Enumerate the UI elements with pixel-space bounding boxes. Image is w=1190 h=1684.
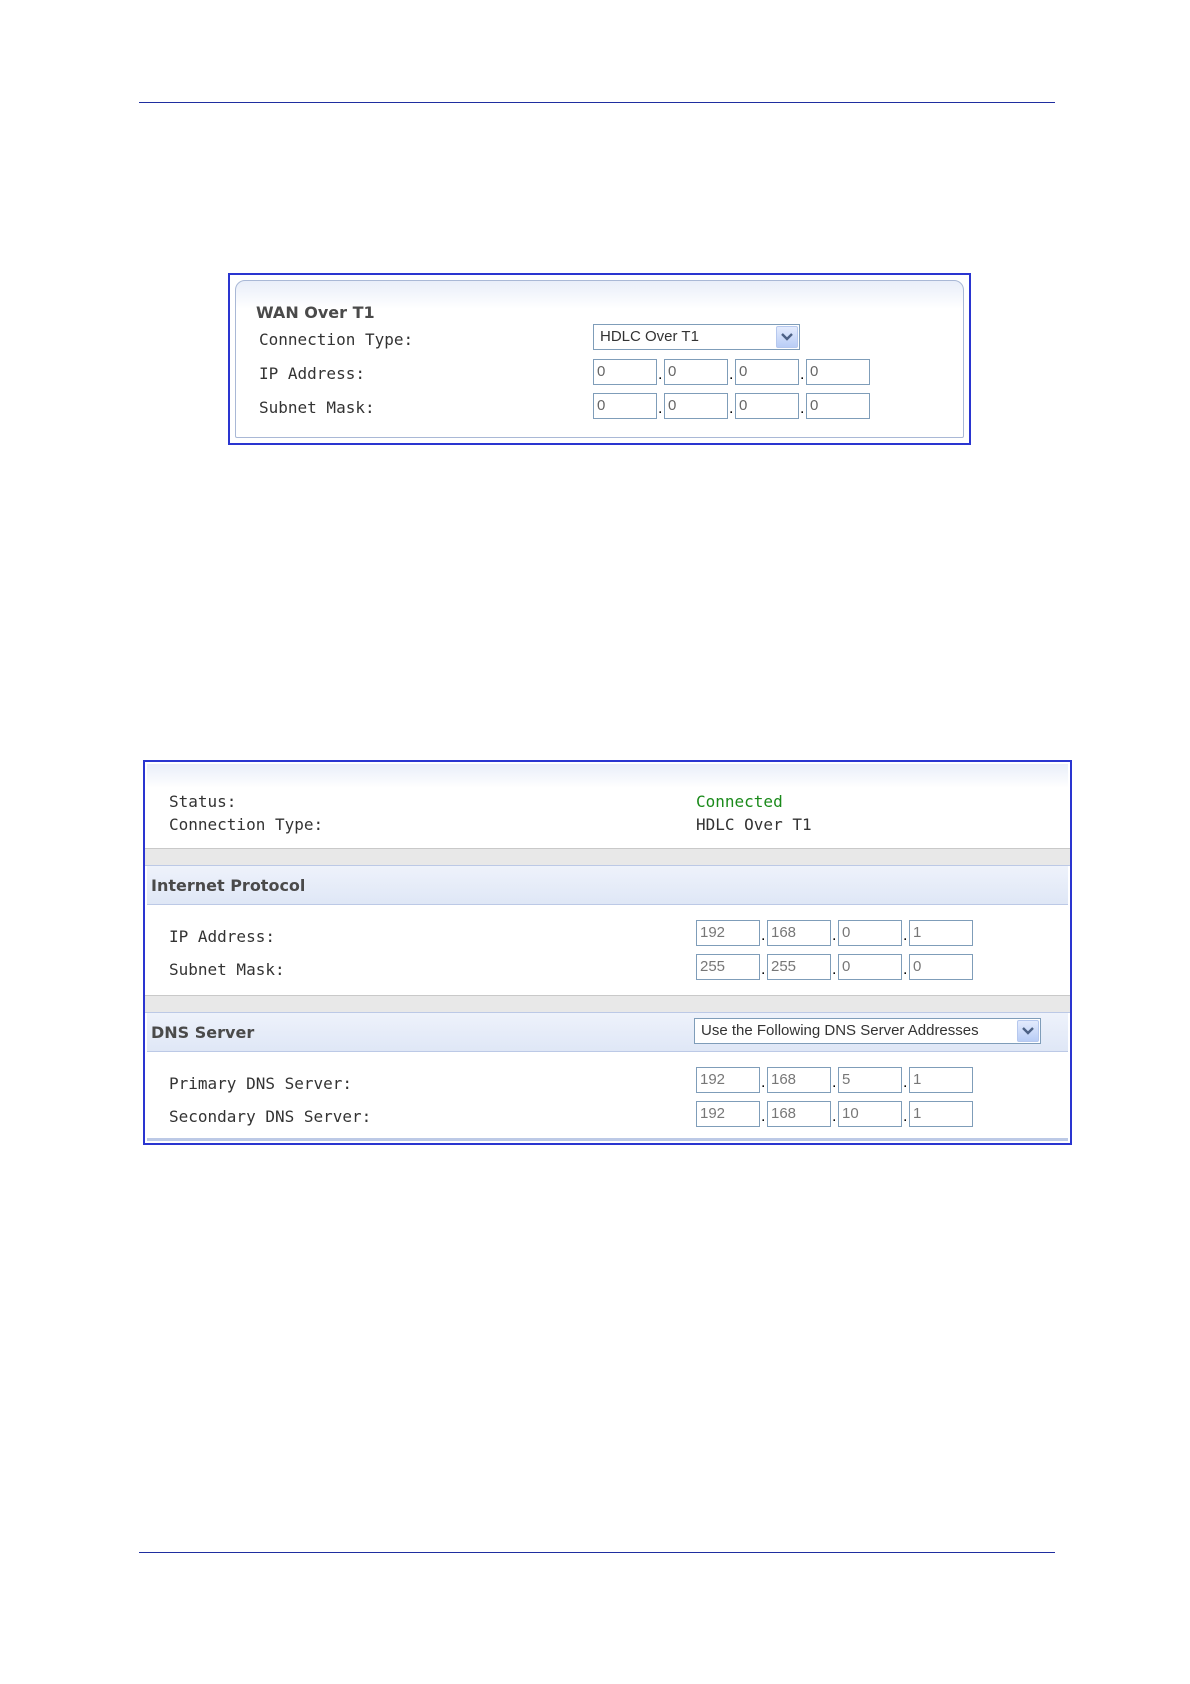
connection-type-label: Connection Type: xyxy=(169,815,324,834)
mask-octet-4[interactable]: 0 xyxy=(806,393,870,419)
mask-octet-2[interactable]: 255 xyxy=(767,954,831,980)
section-title-dns-server: DNS Server xyxy=(151,1023,255,1042)
ip-address-label: IP Address: xyxy=(259,364,365,383)
dns-mode-selected-value: Use the Following DNS Server Addresses xyxy=(701,1022,979,1039)
mask-octet-3[interactable]: 0 xyxy=(838,954,902,980)
mask-octet-1[interactable]: 0 xyxy=(593,393,657,419)
ip-octet-3[interactable]: 0 xyxy=(838,920,902,946)
primary-dns-octet-3[interactable]: 5 xyxy=(838,1067,902,1093)
secondary-dns-label: Secondary DNS Server: xyxy=(169,1107,372,1126)
section-title-internet-protocol: Internet Protocol xyxy=(151,876,306,895)
ip-octet-4[interactable]: 1 xyxy=(909,920,973,946)
secondary-dns-octet-3[interactable]: 10 xyxy=(838,1101,902,1127)
dns-server-header xyxy=(147,1013,1068,1052)
connection-type-label: Connection Type: xyxy=(259,330,414,349)
mask-octet-4[interactable]: 0 xyxy=(909,954,973,980)
connection-type-value: HDLC Over T1 xyxy=(696,815,812,834)
mask-octet-2[interactable]: 0 xyxy=(664,393,728,419)
ip-address-label: IP Address: xyxy=(169,927,275,946)
chevron-down-icon[interactable] xyxy=(1017,1020,1039,1042)
section-title-wan-over-t1: WAN Over T1 xyxy=(256,303,375,322)
primary-dns-octet-4[interactable]: 1 xyxy=(909,1067,973,1093)
header-rule xyxy=(139,102,1055,103)
connection-type-select[interactable] xyxy=(593,324,800,350)
subnet-mask-label: Subnet Mask: xyxy=(169,960,285,979)
ip-octet-4[interactable]: 0 xyxy=(806,359,870,385)
ip-octet-3[interactable]: 0 xyxy=(735,359,799,385)
wan-over-t1-panel xyxy=(228,273,971,445)
secondary-dns-octet-4[interactable]: 1 xyxy=(909,1101,973,1127)
chevron-down-icon[interactable] xyxy=(776,326,798,348)
connection-type-selected-value: HDLC Over T1 xyxy=(600,328,699,345)
primary-dns-label: Primary DNS Server: xyxy=(169,1074,353,1093)
mask-octet-3[interactable]: 0 xyxy=(735,393,799,419)
panel-frame: WAN Over T1 Connection Type: HDLC Over T1 IP Address: 0 . 0 . 0 . 0 Subnet Mask: 0 . 0 . 0 . 0 xyxy=(235,280,964,438)
status-label: Status: xyxy=(169,792,237,811)
ip-octet-2[interactable]: 168 xyxy=(767,920,831,946)
section-separator xyxy=(145,995,1070,1013)
secondary-dns-octet-1[interactable]: 192 xyxy=(696,1101,760,1127)
secondary-dns-octet-2[interactable]: 168 xyxy=(767,1101,831,1127)
dns-mode-select[interactable] xyxy=(694,1018,1041,1044)
subnet-mask-label: Subnet Mask: xyxy=(259,398,375,417)
ip-octet-2[interactable]: 0 xyxy=(664,359,728,385)
ip-octet-1[interactable]: 0 xyxy=(593,359,657,385)
primary-dns-octet-2[interactable]: 168 xyxy=(767,1067,831,1093)
section-separator xyxy=(145,848,1070,866)
status-value: Connected xyxy=(696,792,783,811)
internet-protocol-header xyxy=(147,866,1068,905)
wan-status-panel: Status: Connected Connection Type: HDLC Over T1 Internet Protocol IP Address: 192 . 168 . 0 . 1 Subnet Mask: 255 . 255 . 0 . 0 DNS Server Use the Following DNS Server Addresses Primary DNS Server: 192 . 168 . 5 . 1 Secondary DNS Server: 192 . 168 . 10 . 1 xyxy=(143,760,1072,1145)
ip-octet-1[interactable]: 192 xyxy=(696,920,760,946)
primary-dns-octet-1[interactable]: 192 xyxy=(696,1067,760,1093)
footer-rule xyxy=(139,1552,1055,1553)
mask-octet-1[interactable]: 255 xyxy=(696,954,760,980)
